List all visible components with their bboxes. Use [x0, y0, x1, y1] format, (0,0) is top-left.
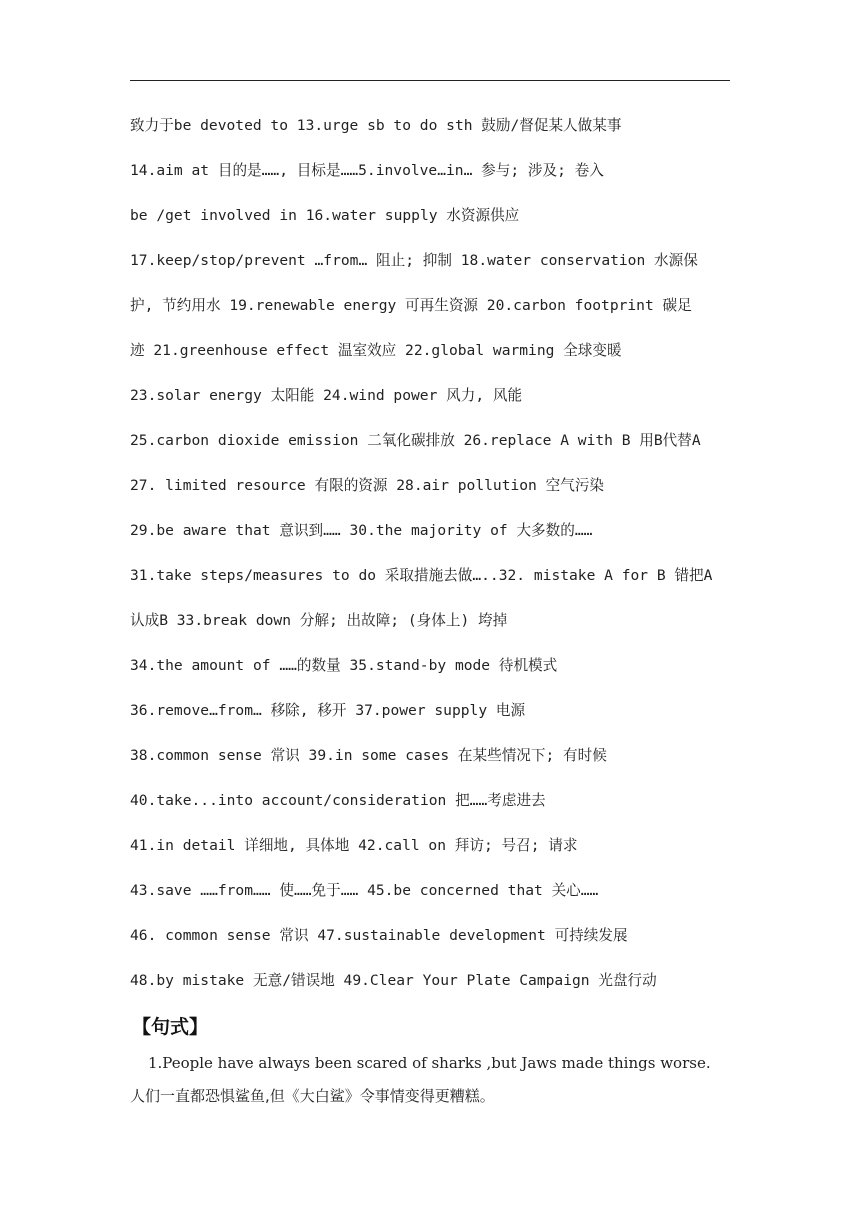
vocab-line: 致力于be devoted to 13.urge sb to do sth 鼓励/督促某人做某事 [130, 117, 622, 134]
vocab-line: 认成B 33.break down 分解; 出故障; (身体上) 垮掉 [130, 612, 508, 629]
vocab-line: 迹 21.greenhouse effect 温室效应 22.global warming 全球变暖 [130, 342, 622, 359]
vocab-line: 38.common sense 常识 39.in some cases 在某些情况下; 有时候 [130, 747, 607, 764]
sentence-chinese: 人们一直都恐惧鲨鱼,但《大白鲨》令事情变得更糟糕。 [130, 1087, 495, 1105]
vocab-line: 43.save ……from…… 使……免于…… 45.be concerned that 关心…… [130, 882, 599, 899]
vocab-line: 25.carbon dioxide emission 二氧化碳排放 26.replace A with B 用B代替A [130, 432, 701, 449]
vocab-line: 护, 节约用水 19.renewable energy 可再生资源 20.carbon footprint 碳足 [130, 297, 692, 314]
vocab-line: 48.by mistake 无意/错误地 49.Clear Your Plate Campaign 光盘行动 [130, 972, 657, 989]
vocab-line: 34.the amount of ……的数量 35.stand-by mode 待机模式 [130, 657, 558, 674]
vocab-line: 27. limited resource 有限的资源 28.air pollution 空气污染 [130, 477, 605, 494]
sentence-english-text: 1.People have always been scared of sharks ,but Jaws made things worse. [148, 1054, 711, 1072]
sentence-english [130, 1052, 740, 1074]
vocab-line: 41.in detail 详细地, 具体地 42.call on 拜访; 号召; 请求 [130, 837, 578, 854]
vocabulary-list [130, 108, 740, 1008]
vocab-line: 40.take...into account/consideration 把……考虑进去 [130, 792, 546, 809]
vocab-line: 31.take steps/measures to do 采取措施去做…..32. mistake A for B 错把A [130, 567, 713, 584]
vocab-line: 17.keep/stop/prevent …from… 阻止; 抑制 18.water conservation 水源保 [130, 252, 698, 269]
vocab-line: 14.aim at 目的是……, 目标是……5.involve…in… 参与; 涉及; 卷入 [130, 162, 604, 179]
header-rule [130, 80, 730, 81]
vocab-line: 36.remove…from… 移除, 移开 37.power supply 电源 [130, 702, 526, 719]
vocab-line: 23.solar energy 太阳能 24.wind power 风力, 风能 [130, 387, 523, 404]
vocab-line: 29.be aware that 意识到…… 30.the majority of 大多数的…… [130, 522, 593, 539]
section-heading: 【句式】 [132, 1016, 209, 1038]
vocab-line: be /get involved in 16.water supply 水资源供应 [130, 207, 520, 224]
vocab-line: 46. common sense 常识 47.sustainable development 可持续发展 [130, 927, 628, 944]
